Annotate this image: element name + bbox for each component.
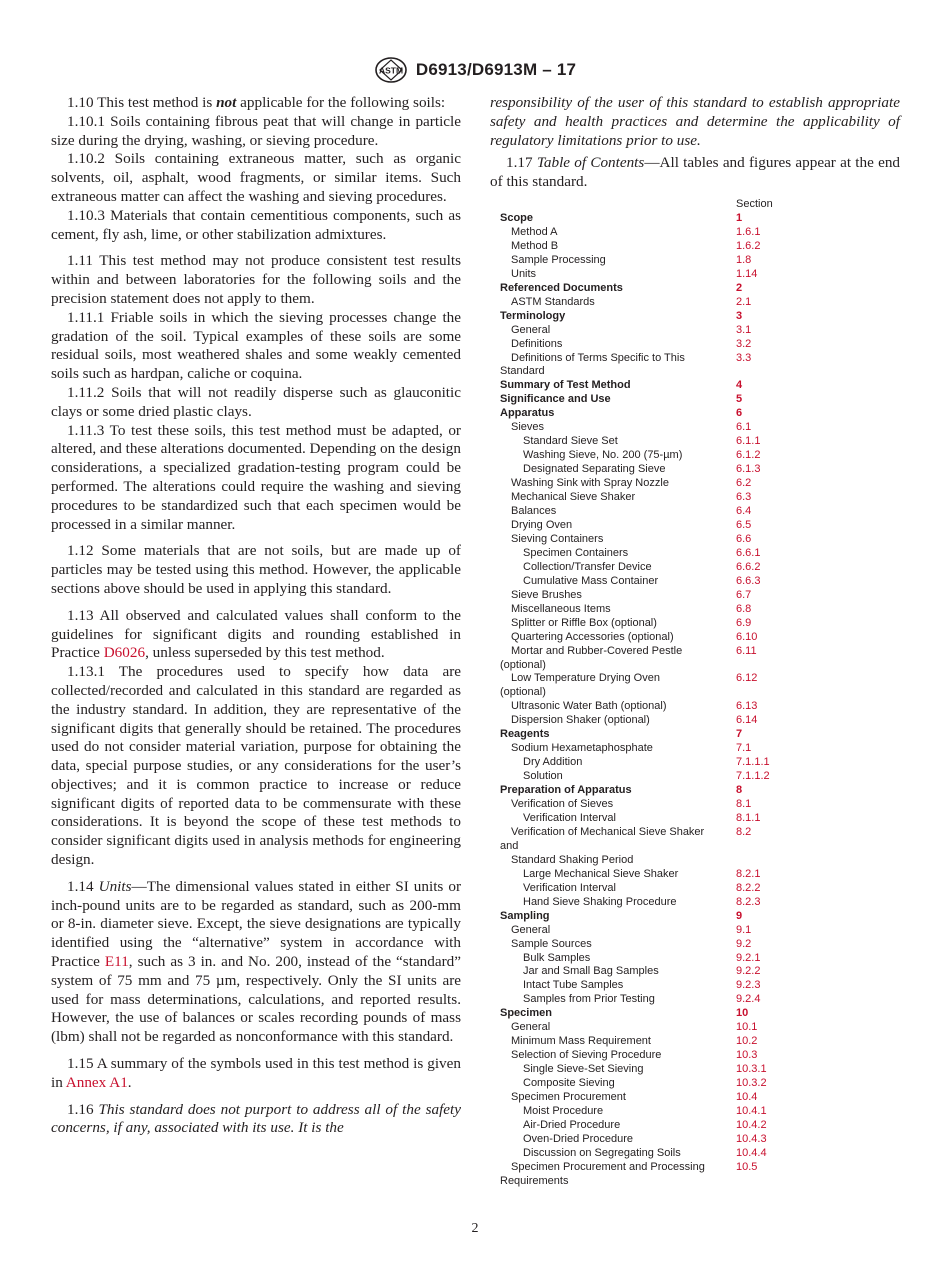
toc-row[interactable] xyxy=(500,1035,880,1049)
toc-entry-title: General xyxy=(511,923,551,936)
toc-row[interactable] xyxy=(500,575,880,589)
toc-entry-title: Mortar and Rubber-Covered Pestle xyxy=(511,644,683,657)
toc-rows xyxy=(500,212,880,1189)
toc-entry-title: Specimen xyxy=(500,1007,552,1020)
toc-entry-title: General xyxy=(511,1021,551,1034)
toc-entry-section[interactable]: 9.2 xyxy=(736,937,752,950)
toc-entry-title: Hand Sieve Shaking Procedure xyxy=(523,895,677,908)
toc-row[interactable] xyxy=(500,672,880,686)
toc-row[interactable] xyxy=(500,1063,880,1077)
para-1-17: 1.17 Table of Contents—All tables and figures appear at the end of this standard. xyxy=(490,154,901,191)
toc-entry-title: Units xyxy=(511,267,537,280)
toc-row[interactable] xyxy=(500,533,880,547)
toc-entry-title: Sampling xyxy=(500,909,550,922)
toc-entry-title: Specimen Containers xyxy=(523,546,629,559)
toc-row[interactable] xyxy=(500,1161,880,1175)
toc-entry-section[interactable]: 10.4.4 xyxy=(736,1146,767,1159)
toc-entry-section[interactable]: 10.4 xyxy=(736,1091,758,1104)
toc-row[interactable] xyxy=(500,1119,880,1133)
para-1-11-2: 1.11.2 Soils that will not readily disperse such as glauconitic clays or some dried plastic clays. xyxy=(51,383,461,420)
link-d6026[interactable]: D6026 xyxy=(103,644,146,662)
toc-entry-section[interactable]: 9.2.1 xyxy=(736,951,761,964)
toc-row[interactable] xyxy=(500,379,880,393)
para-1-16: 1.16 This standard does not purport to address all of the safety concerns, if any, associated with its use. It is the xyxy=(51,1100,462,1137)
toc-entry-section[interactable]: 6.8 xyxy=(736,602,752,615)
toc-entry-section[interactable]: 6.1.2 xyxy=(736,449,761,462)
toc-entry-title: Minimum Mass Requirement xyxy=(511,1035,651,1048)
toc-entry-title: Splitter or Riffle Box (optional) xyxy=(511,616,657,629)
toc-row[interactable] xyxy=(500,770,880,784)
toc-entry-section[interactable]: 10.4.3 xyxy=(736,1132,767,1145)
toc-entry-title: Summary of Test Method xyxy=(500,379,631,392)
toc-entry-title: Solution xyxy=(523,770,563,783)
toc-entry-title: Composite Sieving xyxy=(523,1077,615,1090)
toc-row[interactable] xyxy=(500,728,880,742)
toc-entry-section[interactable]: 8.2.3 xyxy=(736,895,761,908)
toc-entry-title: Drying Oven xyxy=(511,518,573,531)
para-1-10-3: 1.10.3 Materials that contain cementitious components, such as cement, fly ash, lime, or other stabilization admixtures. xyxy=(51,206,461,243)
toc-entry-title: Jar and Small Bag Samples xyxy=(523,965,659,978)
toc-entry-title: Preparation of Apparatus xyxy=(500,784,632,797)
toc-entry-section[interactable]: 6.3 xyxy=(736,491,752,504)
toc-entry-title: Bulk Samples xyxy=(523,951,591,964)
toc-row[interactable] xyxy=(500,603,880,617)
toc-row[interactable] xyxy=(500,854,880,868)
toc-row[interactable] xyxy=(500,324,880,338)
toc-row[interactable] xyxy=(500,212,880,226)
toc-row[interactable] xyxy=(500,798,880,812)
toc-row[interactable] xyxy=(500,784,880,798)
toc-entry-section[interactable]: 6.13 xyxy=(736,700,758,713)
toc-row[interactable] xyxy=(500,700,880,714)
toc-entry-section[interactable]: 1.14 xyxy=(736,267,758,280)
toc-entry-title: Sieves xyxy=(511,421,545,434)
para-1-11: 1.11 This test method may not produce consistent test results within and between laboratories for the following soils and the precision statement does not apply to them. xyxy=(51,252,461,307)
toc-entry-title: Sample Sources xyxy=(511,937,592,950)
toc-row[interactable] xyxy=(500,1091,880,1105)
toc-row[interactable] xyxy=(500,449,880,463)
toc-row[interactable] xyxy=(500,310,880,324)
toc-entry-title-continuation: (optional) xyxy=(500,658,546,671)
toc-entry-title: Balances xyxy=(511,505,557,518)
toc-entry-title: Dispersion Shaker (optional) xyxy=(511,714,650,727)
toc-entry-title: Definitions of Terms Specific to This xyxy=(511,351,685,364)
toc-entry-title: Low Temperature Drying Oven xyxy=(511,672,660,685)
toc-row[interactable] xyxy=(500,561,880,575)
toc-entry-section[interactable]: 7 xyxy=(736,728,743,741)
toc-row[interactable] xyxy=(500,226,880,240)
toc-entry-title: Verification Interval xyxy=(523,881,616,894)
para-1-11-1: 1.11.1 Friable soils in which the sieving processes change the gradation of the soil. Typical examples of these soils are some residual soils, most weathered shales and some weakly cemented soils such as hardpan, caliche or coquina. xyxy=(51,308,461,383)
link-annex-a1[interactable]: Annex A1 xyxy=(65,1073,128,1091)
toc-row[interactable] xyxy=(500,268,880,282)
toc-entry-title: Reagents xyxy=(500,728,550,741)
toc-entry-title: Ultrasonic Water Bath (optional) xyxy=(511,700,667,713)
toc-entry-section[interactable]: 6 xyxy=(736,407,743,420)
toc-row[interactable] xyxy=(500,505,880,519)
toc-entry-section[interactable]: 3 xyxy=(736,309,743,322)
toc-row[interactable] xyxy=(500,756,880,770)
toc-section-header: Section xyxy=(736,198,773,210)
toc-row[interactable] xyxy=(500,421,880,435)
toc-entry-title: Specimen Procurement xyxy=(511,1091,626,1104)
toc-entry-title: Intact Tube Samples xyxy=(523,979,624,992)
toc-row[interactable] xyxy=(500,463,880,477)
para-1-12: 1.12 Some materials that are not soils, but are made up of particles may be tested using this method. However, the applicable sections above should be used in applying this standard. xyxy=(51,542,461,597)
toc-row[interactable] xyxy=(500,338,880,352)
toc-row[interactable] xyxy=(500,645,880,659)
toc-row[interactable] xyxy=(500,547,880,561)
toc-entry-section[interactable]: 10 xyxy=(736,1007,749,1020)
toc-entry-section[interactable]: 10.3.2 xyxy=(736,1077,767,1090)
toc-entry-section[interactable]: 10.4.2 xyxy=(736,1118,767,1131)
toc-row[interactable] xyxy=(500,617,880,631)
toc-entry-section[interactable]: 6.1 xyxy=(736,421,752,434)
toc-row[interactable] xyxy=(500,519,880,533)
toc-row[interactable] xyxy=(500,938,880,952)
toc-entry-title: Verification of Sieves xyxy=(511,798,614,811)
toc-entry-section[interactable]: 6.12 xyxy=(736,672,758,685)
toc-entry-title-continuation: and xyxy=(500,839,519,852)
para-1-10: 1.10 This test method is not applicable for the following soils: xyxy=(67,94,446,111)
toc-entry-title: Terminology xyxy=(500,309,566,322)
toc-entry-section[interactable]: 6.4 xyxy=(736,505,752,518)
toc-entry-section[interactable]: 7.1.1.1 xyxy=(736,756,770,769)
toc-row[interactable] xyxy=(500,282,880,296)
toc-header xyxy=(500,198,880,212)
toc-entry-title: Sodium Hexametaphosphate xyxy=(511,742,653,755)
toc-entry-title: Method A xyxy=(511,225,558,238)
toc-entry-title: General xyxy=(511,323,551,336)
toc-row[interactable] xyxy=(500,896,880,910)
toc-entry-section[interactable]: 8.1 xyxy=(736,798,752,811)
para-1-13-1: 1.13.1 The procedures used to specify how data are collected/recorded and calculated in this standard are regarded as the industry standard. In addition, they are representative of the significant digits that generally should be retained. The procedures used do not consider material variation, purpose for obtaining the data, special purpose studies, or any considerations for the user’s objectives; and it is common practice to increase or reduce significant digits of reported data to be commensurate with these considerations. It is beyond the scope of these test methods to consider significant digits used in analysis methods for engineering design. xyxy=(51,663,461,869)
toc-entry-section[interactable]: 6.1.3 xyxy=(736,463,761,476)
toc-entry-title: Verification of Mechanical Sieve Shaker xyxy=(511,825,705,838)
toc-entry-section[interactable]: 6.6 xyxy=(736,532,752,545)
toc-entry-title: Washing Sink with Spray Nozzle xyxy=(511,477,669,490)
link-e11[interactable]: E11 xyxy=(104,953,129,971)
toc-entry-section[interactable]: 8.2 xyxy=(736,825,752,838)
para-1-16-continued: responsibility of the user of this standard to establish appropriate safety and health practices and determine the applicability of regulatory limitations prior to use. xyxy=(490,94,900,149)
svg-text:ASTM: ASTM xyxy=(378,65,403,76)
para-1-14: 1.14 Units—The dimensional values stated in either SI units or inch-pound units are to be regarded as standard, such as 200-mm or 8-in. diameter sieve. Except, the sieve designations are typically identified using the “alternative” system in accordance with Practice E11, such as 3 in. and No. 200, instead of the “standard” system of 75 mm and 75 µm, respectively. Only the SI units are used for mass determinations, calculations, and reported results. However, the use of balances or scales recording pounds of mass (lbm) shall not be regarded as nonconformance with this standard. xyxy=(51,877,462,1046)
toc-entry-title: Miscellaneous Items xyxy=(511,602,611,615)
toc-entry-section[interactable]: 6.9 xyxy=(736,616,752,629)
toc-row[interactable] xyxy=(500,1105,880,1119)
toc-entry-title: Selection of Sieving Procedure xyxy=(511,1049,662,1062)
toc-row[interactable] xyxy=(500,882,880,896)
toc-row[interactable] xyxy=(500,240,880,254)
toc-entry-section[interactable]: 3.2 xyxy=(736,337,752,350)
toc-row[interactable] xyxy=(500,296,880,310)
toc-row[interactable] xyxy=(500,826,880,840)
toc-row[interactable] xyxy=(500,910,880,924)
toc-row[interactable] xyxy=(500,631,880,645)
toc-entry-title: Samples from Prior Testing xyxy=(523,993,655,1006)
toc-entry-title: Designated Separating Sieve xyxy=(523,463,666,476)
toc-entry-title: Verification Interval xyxy=(523,811,616,824)
toc-entry-section[interactable]: 10.3 xyxy=(736,1049,758,1062)
toc-entry-title: Air-Dried Procedure xyxy=(523,1118,621,1131)
toc-row[interactable] xyxy=(500,952,880,966)
toc-entry-section[interactable]: 6.10 xyxy=(736,630,758,643)
toc-row[interactable] xyxy=(500,254,880,268)
toc-entry-title: Sieve Brushes xyxy=(511,588,582,601)
toc-entry-section[interactable]: 7.1.1.2 xyxy=(736,770,770,783)
toc-row[interactable] xyxy=(500,435,880,449)
toc-entry-section[interactable]: 10.2 xyxy=(736,1035,758,1048)
toc-entry-section[interactable]: 6.6.1 xyxy=(736,546,761,559)
toc-entry-section[interactable]: 8.2.2 xyxy=(736,881,761,894)
toc-entry-section[interactable]: 6.14 xyxy=(736,714,758,727)
toc-entry-title: Standard Shaking Period xyxy=(511,853,634,866)
toc-entry-section[interactable]: 6.11 xyxy=(736,644,757,657)
toc-entry-title: Dry Addition xyxy=(523,756,583,769)
toc-entry-title: Scope xyxy=(500,212,534,224)
toc-row[interactable] xyxy=(500,407,880,421)
table-of-contents xyxy=(500,198,880,1189)
toc-entry-section[interactable]: 10.3.1 xyxy=(736,1063,767,1076)
toc-entry-title: Discussion on Segregating Soils xyxy=(523,1146,681,1159)
toc-entry-title: Significance and Use xyxy=(500,393,611,406)
toc-entry-section[interactable]: 9.2.2 xyxy=(736,965,761,978)
toc-entry-title: Washing Sieve, No. 200 (75-µm) xyxy=(523,449,683,462)
toc-row[interactable] xyxy=(500,714,880,728)
toc-entry-section[interactable]: 2.1 xyxy=(736,295,752,308)
toc-entry-section[interactable]: 9.1 xyxy=(736,923,752,936)
para-1-10-1: 1.10.1 Soils containing fibrous peat that will change in particle size during the drying, washing, or sieving procedure. xyxy=(51,112,461,149)
toc-entry-section[interactable]: 5 xyxy=(736,393,743,406)
toc-entry-section[interactable]: 8 xyxy=(736,784,743,797)
toc-entry-section[interactable]: 1 xyxy=(736,212,743,224)
para-1-15: 1.15 A summary of the symbols used in this test method is given in Annex A1. xyxy=(51,1055,461,1091)
toc-row[interactable] xyxy=(500,812,880,826)
toc-row[interactable] xyxy=(500,589,880,603)
toc-entry-section[interactable]: 1.8 xyxy=(736,253,752,266)
toc-entry-section[interactable]: 1.6.2 xyxy=(736,239,761,252)
left-column xyxy=(51,94,461,1138)
page-header xyxy=(0,57,950,83)
toc-entry-title: Apparatus xyxy=(500,407,555,420)
toc-row[interactable] xyxy=(500,1077,880,1091)
toc-entry-section[interactable]: 9.2.3 xyxy=(736,979,761,992)
toc-entry-section[interactable]: 7.1 xyxy=(736,742,752,755)
toc-row[interactable] xyxy=(500,993,880,1007)
toc-entry-section[interactable]: 8.2.1 xyxy=(736,867,761,880)
toc-entry-title: Standard Sieve Set xyxy=(523,435,618,448)
toc-row[interactable] xyxy=(500,1021,880,1035)
toc-row[interactable] xyxy=(500,1007,880,1021)
toc-row[interactable] xyxy=(500,1147,880,1161)
toc-entry-title: Definitions xyxy=(511,337,563,350)
toc-row[interactable] xyxy=(500,1133,880,1147)
toc-row[interactable] xyxy=(500,352,880,366)
toc-row[interactable] xyxy=(500,491,880,505)
toc-row[interactable] xyxy=(500,477,880,491)
toc-entry-section[interactable]: 6.2 xyxy=(736,477,752,490)
toc-entry-section[interactable]: 10.1 xyxy=(736,1021,758,1034)
toc-entry-section[interactable]: 10.4.1 xyxy=(736,1105,767,1117)
toc-entry-section[interactable]: 6.5 xyxy=(736,518,752,531)
toc-row[interactable] xyxy=(500,742,880,756)
toc-row[interactable] xyxy=(500,393,880,407)
toc-entry-title: Quartering Accessories (optional) xyxy=(511,630,674,643)
toc-row[interactable] xyxy=(500,1049,880,1063)
toc-entry-title-continuation: Requirements xyxy=(500,1174,569,1187)
astm-logo-icon xyxy=(374,57,408,83)
toc-entry-section[interactable]: 6.6.3 xyxy=(736,574,761,587)
toc-entry-section[interactable]: 6.1.1 xyxy=(736,435,761,448)
para-1-13: 1.13 All observed and calculated values shall conform to the guidelines for significant digits and rounding established in Practice D6026, unless superseded by this test method. xyxy=(51,606,461,662)
toc-row[interactable] xyxy=(500,924,880,938)
toc-entry-section[interactable]: 6.7 xyxy=(736,588,752,601)
toc-entry-section[interactable]: 9 xyxy=(736,909,743,922)
toc-row[interactable] xyxy=(500,868,880,882)
toc-row[interactable] xyxy=(500,965,880,979)
toc-entry-title: Cumulative Mass Container xyxy=(523,574,659,587)
document-designation: D6913/D6913M – 17 xyxy=(415,60,577,79)
toc-entry-title: Moist Procedure xyxy=(523,1105,604,1117)
toc-entry-title: Large Mechanical Sieve Shaker xyxy=(523,867,679,880)
toc-entry-section[interactable]: 2 xyxy=(736,281,743,294)
toc-entry-section[interactable]: 10.5 xyxy=(736,1160,758,1173)
toc-entry-title: Mechanical Sieve Shaker xyxy=(511,491,636,504)
toc-entry-section[interactable]: 3.1 xyxy=(736,323,752,336)
toc-entry-section[interactable]: 9.2.4 xyxy=(736,993,761,1006)
toc-entry-title-continuation: Standard xyxy=(500,365,545,378)
toc-entry-section[interactable]: 3.3 xyxy=(736,351,752,364)
toc-entry-title: Single Sieve-Set Sieving xyxy=(523,1063,644,1076)
toc-entry-title: Collection/Transfer Device xyxy=(523,560,652,573)
toc-entry-title: Specimen Procurement and Processing xyxy=(511,1160,705,1173)
para-1-11-3: 1.11.3 To test these soils, this test method must be adapted, or altered, and these alterations documented. Depending on the design considerations, a specialized gradation-testing program could be performed. The alterations could require the washing and sieving procedures to be standardized such that each specimen would be processed in a similar manner. xyxy=(51,421,461,533)
toc-entry-title: ASTM Standards xyxy=(511,295,595,308)
toc-row[interactable] xyxy=(500,979,880,993)
toc-entry-title: Sample Processing xyxy=(511,253,606,266)
toc-entry-title: Referenced Documents xyxy=(500,281,623,294)
toc-entry-title-continuation: (optional) xyxy=(500,686,546,699)
page-number: 2 xyxy=(471,1221,479,1236)
toc-entry-title: Method B xyxy=(511,239,559,252)
toc-entry-title: Oven-Dried Procedure xyxy=(523,1132,634,1145)
right-column xyxy=(490,94,900,192)
toc-entry-section[interactable]: 8.1.1 xyxy=(736,811,761,824)
toc-entry-title: Sieving Containers xyxy=(511,532,604,545)
para-1-10-2: 1.10.2 Soils containing extraneous matter, such as organic solvents, oil, asphalt, wood fragments, or similar items. Such extraneous matter can affect the washing and sieving procedures. xyxy=(51,150,461,205)
toc-entry-section[interactable]: 6.6.2 xyxy=(736,560,761,573)
toc-entry-section[interactable]: 4 xyxy=(736,379,743,392)
toc-entry-section[interactable]: 1.6.1 xyxy=(736,225,761,238)
